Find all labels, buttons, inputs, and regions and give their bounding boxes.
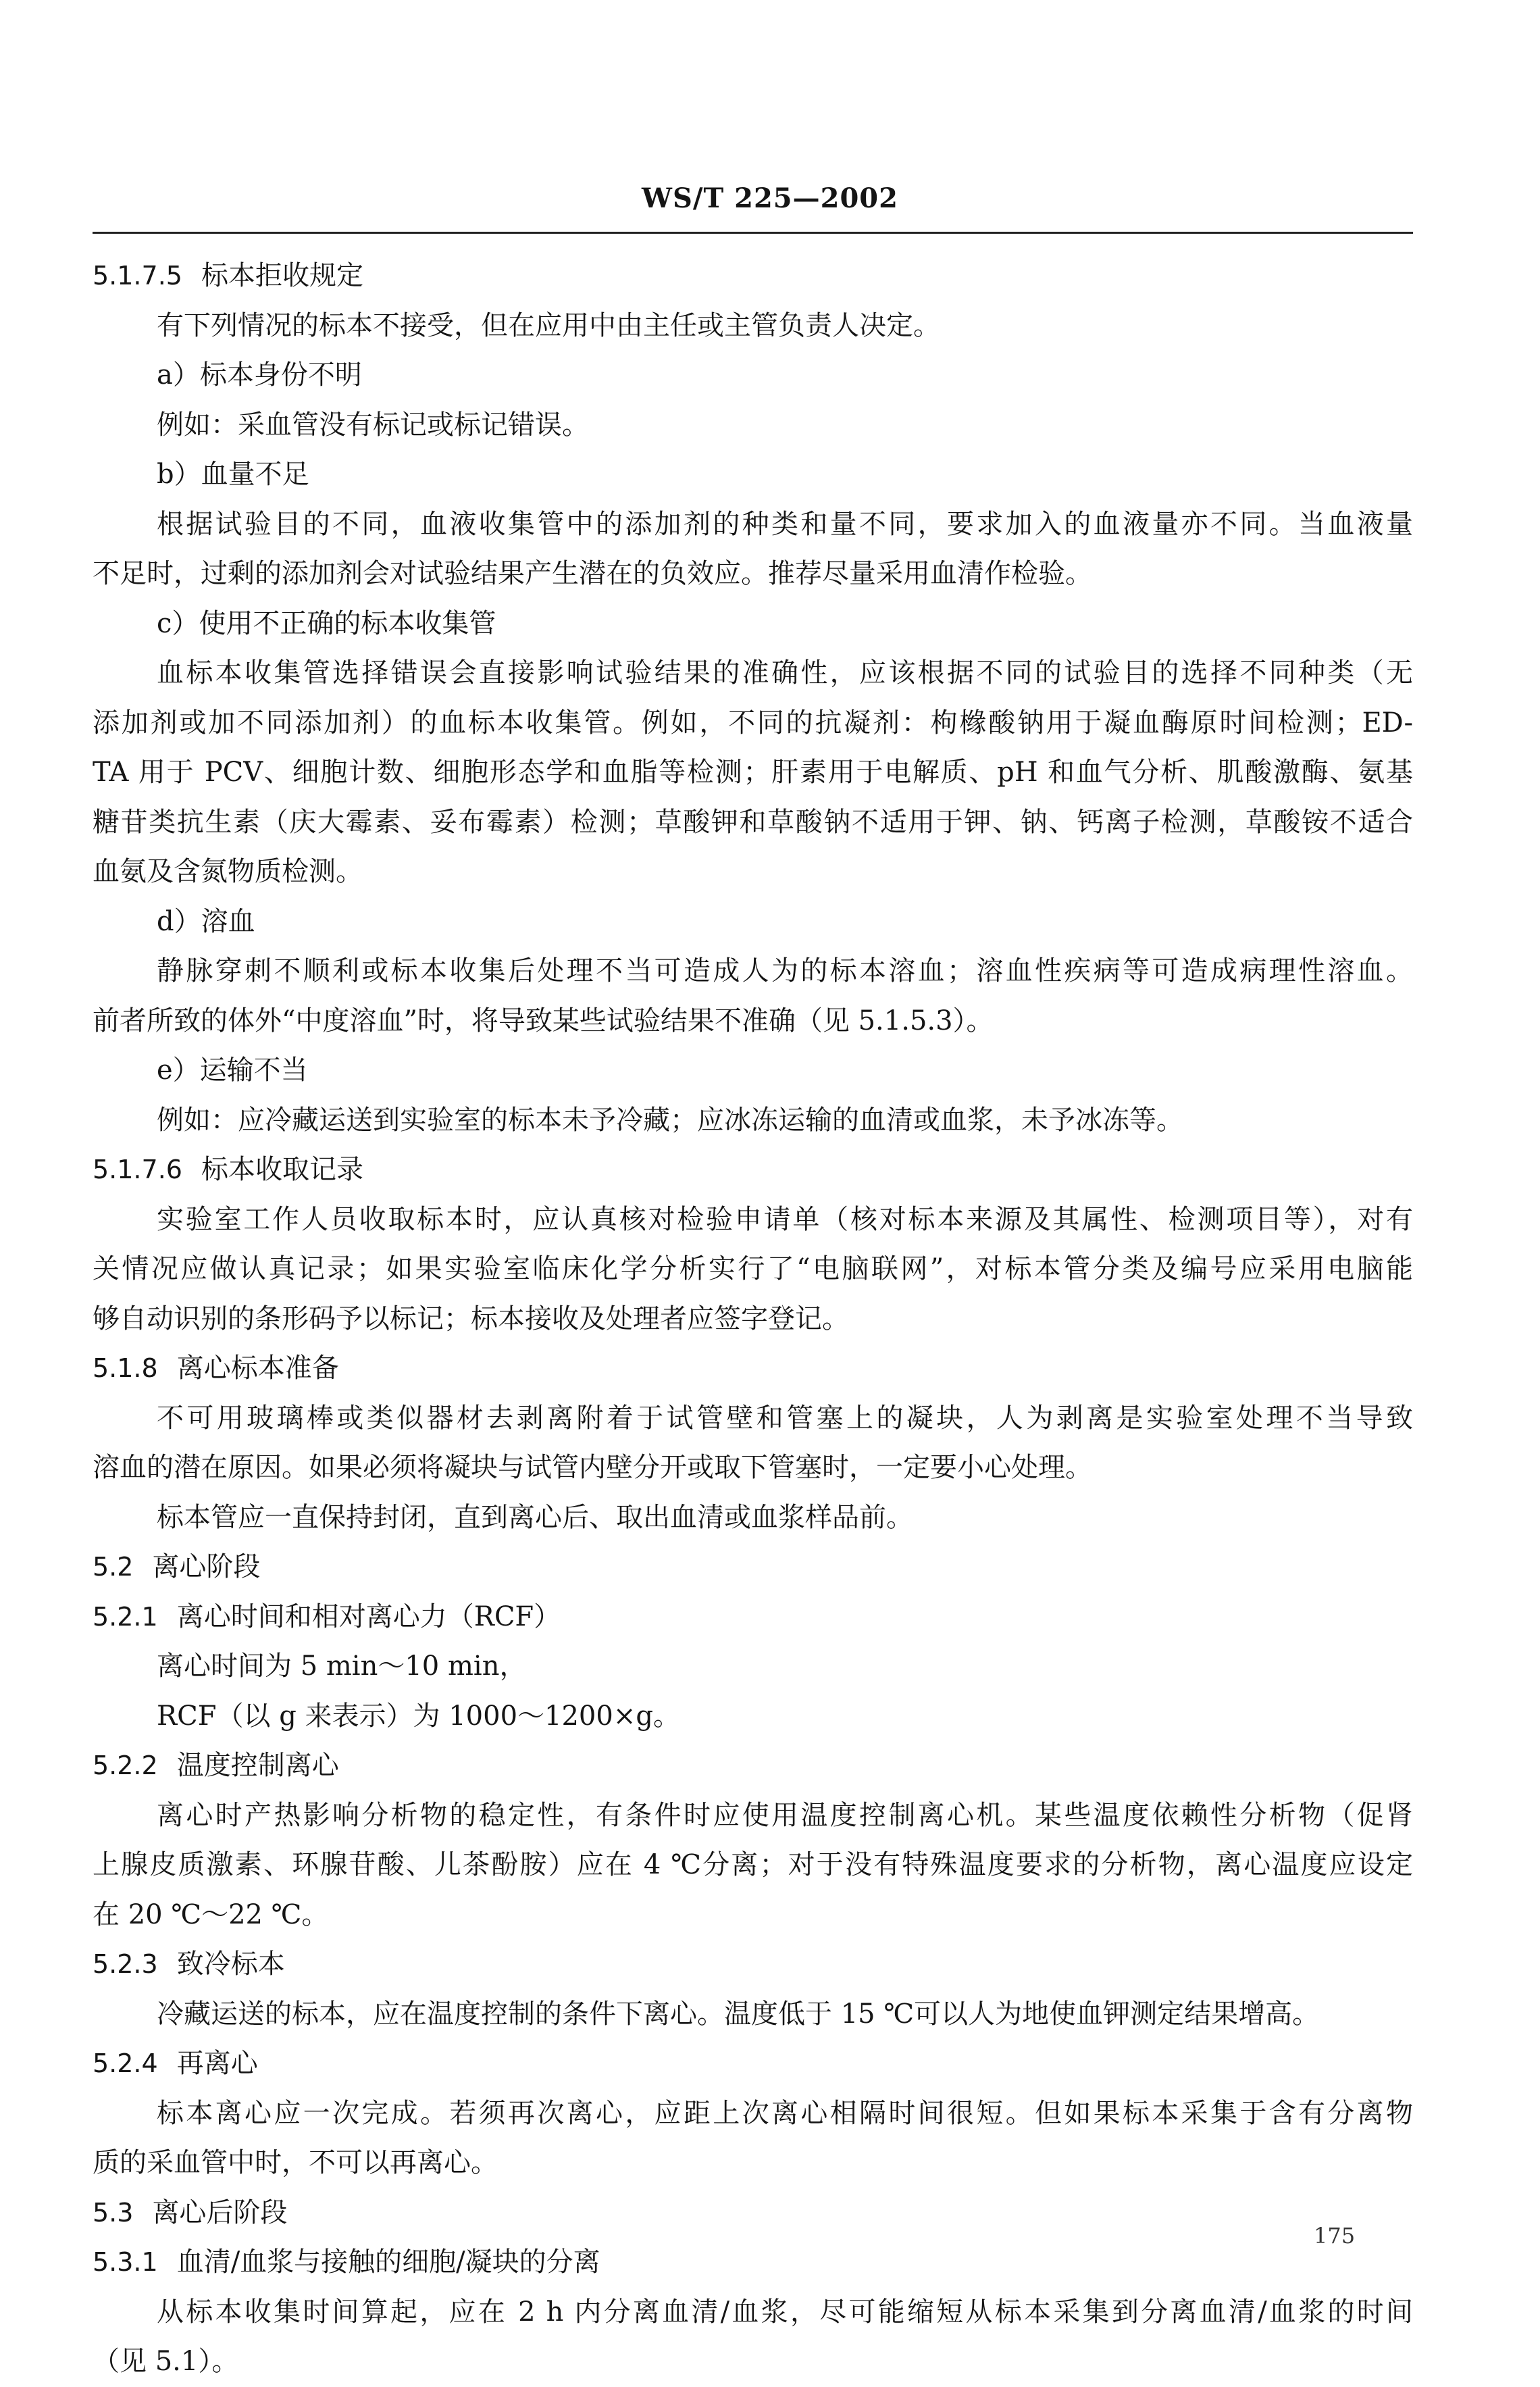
paragraph-line: e）运输不当: [157, 1055, 308, 1086]
section-heading: [93, 1592, 1413, 1642]
section-heading: [93, 2188, 1413, 2238]
paragraph-line: 不可用玻璃棒或类似器材去剥离附着于试管壁和管塞上的凝块，人为剥离是实验室处理不当导致: [157, 1402, 1413, 1434]
section-number: 5.2.3: [93, 1949, 158, 1979]
paragraph-line: 例如：采血管没有标记或标记错误。: [157, 409, 589, 441]
section-number: 5.3.1: [93, 2247, 158, 2277]
paragraph-line: 前者所致的体外“中度溶血”时，将导致某些试验结果不准确（见 5.1.5.3）。: [93, 1005, 994, 1036]
paragraph-line: 离心时间为 5 min～10 min，: [157, 1651, 527, 1682]
paragraph-line: 标本管应一直保持封闭，直到离心后、取出血清或血浆样品前。: [157, 1501, 913, 1533]
section-heading: [93, 1741, 1413, 1791]
section-title: 温度控制离心: [176, 1750, 339, 1781]
paragraph-line: 冷藏运送的标本，应在温度控制的条件下离心。温度低于 15 ℃可以人为地使血钾测定结果增高。: [157, 1998, 1320, 2030]
section-number: 5.2.1: [93, 1601, 158, 1632]
section-number: 5.2.2: [93, 1751, 158, 1780]
paragraph-line: 质的采血管中时，不可以再离心。: [93, 2147, 498, 2178]
section-number: 5.3: [93, 2197, 134, 2228]
paragraph-line: 标本离心应一次完成。若须再次离心，应距上次离心相隔时间很短。但如果标本采集于含有分离物: [157, 2097, 1413, 2129]
section-number: 5.1.7.5: [93, 261, 182, 291]
paragraph-line: TA 用于 PCV、细胞计数、细胞形态学和血脂等检测；肝素用于电解质、pH 和血气分析、肌酸激酶、氨基: [93, 757, 1413, 788]
section-number: 5.1.7.6: [93, 1155, 182, 1184]
section-number: 5.2.4: [93, 2049, 158, 2078]
paragraph-line: 根据试验目的不同，血液收集管中的添加剂的种类和量不同，要求加入的血液量亦不同。当血液量: [157, 508, 1413, 540]
paragraph-line: 关情况应做认真记录；如果实验室临床化学分析实行了“电脑联网”，对标本管分类及编号应采用电脑能: [93, 1253, 1413, 1284]
paragraph-line: 离心时产热影响分析物的稳定性，有条件时应使用温度控制离心机。某些温度依赖性分析物（促肾: [157, 1799, 1413, 1831]
section-heading: [93, 1940, 1413, 1990]
section-title: 致冷标本: [176, 1949, 285, 1980]
section-heading: [93, 1145, 1413, 1195]
page-number: 175: [1314, 2223, 1356, 2248]
paragraph-line: （见 5.1）。: [93, 2346, 239, 2377]
paragraph-line: 在 20 ℃～22 ℃。: [93, 1899, 329, 1930]
document-body: [93, 251, 1413, 2387]
paragraph-line: 从标本收集时间算起，应在 2 h 内分离血清/血浆，尽可能缩短从标本采集到分离血清/血浆的时间: [157, 2296, 1413, 2328]
section-heading: [93, 2039, 1413, 2089]
paragraph-line: 例如：应冷藏运送到实验室的标本未予冷藏；应冰冻运输的血清或血浆，未予冰冻等。: [157, 1104, 1183, 1136]
section-heading: [93, 1542, 1413, 1592]
section-number: 5.1.8: [93, 1353, 158, 1383]
paragraph-line: RCF（以 g 来表示）为 1000～1200×g。: [157, 1700, 680, 1732]
section-heading: [93, 251, 1413, 301]
section-title: 离心后阶段: [152, 2196, 288, 2228]
paragraph-line: 静脉穿刺不顺利或标本收集后处理不当可造成人为的标本溶血；溶血性疾病等可造成病理性溶血。: [157, 955, 1413, 986]
paragraph-line: 够自动识别的条形码予以标记；标本接收及处理者应签字登记。: [93, 1303, 849, 1334]
section-title: 离心阶段: [152, 1551, 261, 1582]
paragraph-line: 血氨及含氮物质检测。: [93, 856, 363, 887]
paragraph-line: d）溶血: [157, 905, 255, 937]
paragraph-line: 上腺皮质激素、环腺苷酸、儿茶酚胺）应在 4 ℃分离；对于没有特殊温度要求的分析物，离心温度应设定: [93, 1849, 1413, 1880]
paragraph-line: b）血量不足: [157, 459, 309, 490]
paragraph-line: 有下列情况的标本不接受，但在应用中由主任或主管负责人决定。: [157, 309, 940, 341]
section-title: 标本拒收规定: [201, 260, 363, 291]
section-number: 5.2: [93, 1552, 134, 1582]
paragraph-line: 血标本收集管选择错误会直接影响试验结果的准确性，应该根据不同的试验目的选择不同种类（无: [157, 657, 1413, 688]
header-rule: [93, 232, 1413, 234]
paragraph-line: a）标本身份不明: [157, 359, 362, 391]
paragraph-line: 不足时，过剩的添加剂会对试验结果产生潜在的负效应。推荐尽量采用血清作检验。: [93, 558, 1092, 589]
paragraph-line: 糖苷类抗生素（庆大霉素、妥布霉素）检测；草酸钾和草酸钠不适用于钾、钠、钙离子检测，草酸铵不适合: [93, 806, 1413, 838]
section-title: 再离心: [176, 2048, 258, 2079]
section-title: 离心时间和相对离心力（RCF）: [176, 1601, 561, 1632]
section-heading: [93, 1344, 1413, 1394]
section-title: 血清/血浆与接触的细胞/凝块的分离: [176, 2246, 600, 2278]
paragraph-line: c）使用不正确的标本收集管: [157, 607, 496, 639]
paragraph-line: 实验室工作人员收取标本时，应认真核对检验申请单（核对标本来源及其属性、检测项目等），对有: [157, 1203, 1413, 1235]
section-title: 离心标本准备: [176, 1353, 339, 1384]
section-title: 标本收取记录: [201, 1154, 363, 1185]
document-header: WS/T 225—2002: [642, 182, 898, 214]
paragraph-line: 添加剂或加不同添加剂）的血标本收集管。例如，不同的抗凝剂：枸橼酸钠用于凝血酶原时间检测；ED-: [93, 707, 1413, 738]
paragraph-line: 溶血的潜在原因。如果必须将凝块与试管内壁分开或取下管塞时，一定要小心处理。: [93, 1452, 1092, 1483]
section-heading: [93, 2238, 1413, 2288]
